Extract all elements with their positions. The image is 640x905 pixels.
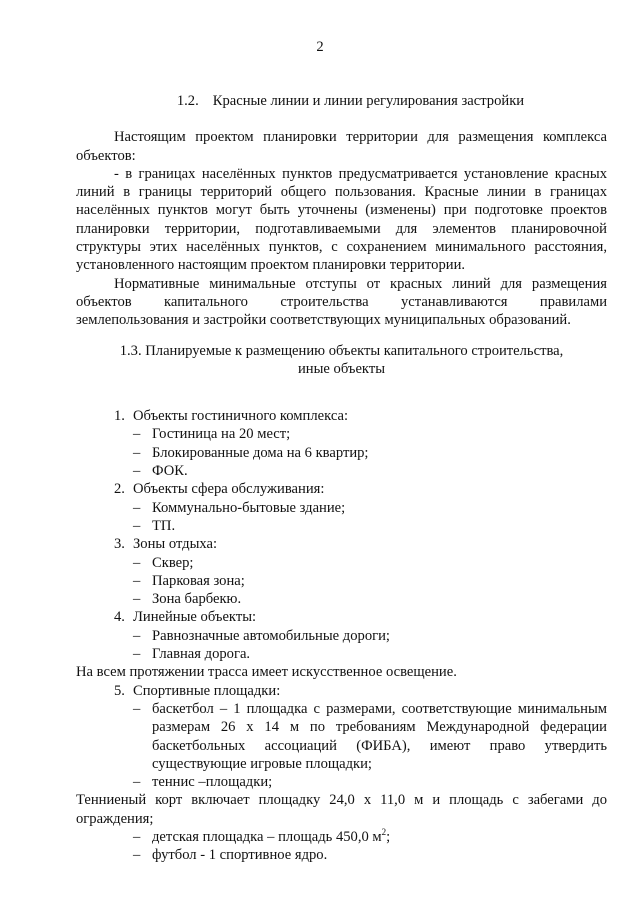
kids-playground-end: ; <box>386 828 391 845</box>
sub-list-item <box>76 425 607 443</box>
sub-list-item-text: Коммунально-бытовые здание; <box>152 499 346 516</box>
lighting-note: На всем протяжении трасса имеет искусственное освещение. <box>76 664 457 681</box>
list-item-label: Объекты гостиничного комплекса: <box>133 408 349 425</box>
dash-marker: – <box>133 847 141 864</box>
sub-list-item <box>76 645 607 663</box>
list-item <box>76 535 607 553</box>
sub-list-item-text: Зона барбекю. <box>152 591 242 608</box>
sub-list-item-text: Блокированные дома на 6 квартир; <box>152 444 369 461</box>
dash-marker: – <box>133 646 141 663</box>
sub-list-item <box>76 444 607 462</box>
tennis-text: теннис –площадки; <box>152 774 273 791</box>
list-item-number: 4. <box>114 609 125 626</box>
sub-list-item <box>76 590 607 608</box>
dash-marker: – <box>133 463 141 480</box>
dash-marker: – <box>133 627 141 644</box>
sub-list-item <box>76 462 607 480</box>
page-number: 2 <box>316 39 324 55</box>
sub-list-item <box>76 554 607 572</box>
list-item-label: Линейные объекты: <box>133 609 257 626</box>
dash-marker: – <box>133 426 141 443</box>
list-item-number: 5. <box>114 682 125 699</box>
dash-marker: – <box>133 554 141 571</box>
document-body <box>76 92 607 865</box>
section-1-2-paragraph-2: Нормативные минимальные отступы от красных линий для размещения объектов капитального строительства устанавливаются правилами землепользования и застройки соответствующих муниципальных образований. <box>76 275 607 329</box>
kids-playground-text: детская площадка – площадь 450,0 м <box>152 828 382 845</box>
list-item <box>76 480 607 498</box>
sub-list-item <box>76 517 607 535</box>
section-1-2-intro: Настоящим проектом планировки территории для размещения комплекса объектов: <box>76 129 607 164</box>
dash-marker: – <box>133 700 141 717</box>
list-item-number: 3. <box>114 536 125 553</box>
list-item <box>76 608 607 626</box>
sub-list-item-text: ТП. <box>152 517 176 534</box>
football-text: футбол - 1 спортивное ядро. <box>152 847 328 864</box>
sub-list-item <box>76 828 607 846</box>
dash-marker: – <box>133 517 141 534</box>
sub-list-item <box>76 773 607 791</box>
section-1-2-number: 1.2. <box>176 93 199 109</box>
list-item-number: 1. <box>114 408 125 425</box>
dash-marker: – <box>133 591 141 608</box>
sports-list <box>76 682 607 792</box>
sub-list-item-text: Равнозначные автомобильные дороги; <box>152 627 390 644</box>
sub-list-item-text: Гостиница на 20 мест; <box>152 426 291 443</box>
section-1-3-heading <box>76 342 607 379</box>
tennis-court-note: Тенниеный корт включает площадку 24,0 х 11,0 м и площадь с забегами до ограждения; <box>76 792 607 827</box>
list-item-label: Спортивные площадки: <box>133 682 281 699</box>
sports-list-continued <box>76 828 607 865</box>
dash-marker: – <box>133 828 141 845</box>
list-item-label: Зоны отдыха: <box>133 536 218 553</box>
list-item-label: Объекты сфера обслуживания: <box>133 481 325 498</box>
basketball-text: баскетбол – 1 площадка с размерами, соответствующие минимальным размерам 26 х 14 м по требованиям Международной федерации баскетбольных ассоциаций (ФИБА), имеют право утвердить существующие игровые площадки; <box>152 700 607 772</box>
dash-marker: – <box>133 499 141 516</box>
list-item-number: 2. <box>114 481 125 498</box>
dash-marker: – <box>133 444 141 461</box>
section-1-3-title-line-1: 1.3. Планируемые к размещению объекты капитального строительства, <box>119 342 564 359</box>
sub-list-item <box>76 499 607 517</box>
planned-objects-list <box>76 407 607 663</box>
sub-list-item-text: ФОК. <box>152 463 188 480</box>
sub-list-item <box>76 700 607 773</box>
sub-list-item <box>76 572 607 590</box>
section-1-2-heading <box>76 92 607 110</box>
dash-marker: – <box>133 572 141 589</box>
list-item <box>76 407 607 425</box>
section-1-3-title-line-2: иные объекты <box>297 360 385 377</box>
sub-list-item <box>76 627 607 645</box>
dash-marker: – <box>133 774 141 791</box>
section-1-2-paragraph-1: - в границах населённых пунктов предусматривается установление красных линий в границы территорий общего пользования. Красные линии в границах населённых пунктов могут быть уточнены (изменены) при подготовке проектов планировки территории, подготавливаемыми для элементов планировочной структуры этих населённых пунктов, с сохранением минимального расстояния, установленного настоящим проектом планировки территории. <box>76 165 607 274</box>
sub-list-item-text: Сквер; <box>152 554 194 571</box>
sub-list-item-text: Главная дорога. <box>152 646 251 663</box>
list-item <box>76 682 607 700</box>
sub-list-item <box>76 846 607 864</box>
section-1-2-title: Красные линии и линии регулирования застройки <box>212 93 525 109</box>
kids-playground-sup: 2 <box>381 826 387 837</box>
sub-list-item-text: Парковая зона; <box>152 572 245 589</box>
